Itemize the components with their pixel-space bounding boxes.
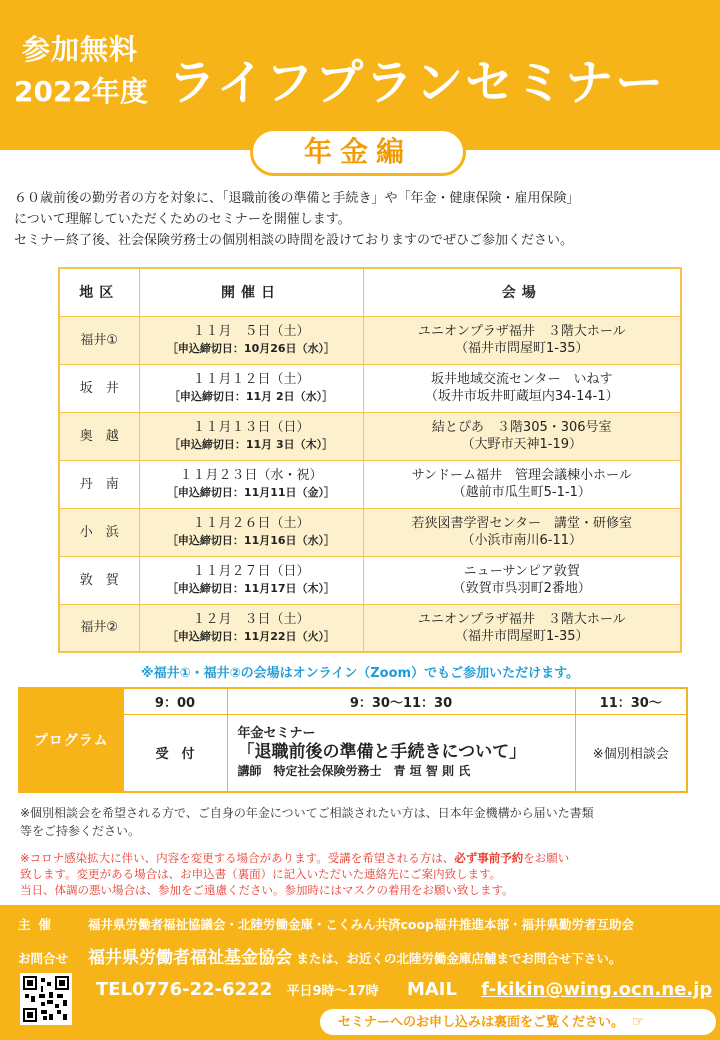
venue-header: 会場	[363, 268, 681, 316]
host-orgs: 福井県労働者福祉協議会・北陸労働金庫・こくみん共済coop福井推進本部・福井県勤労者互助会	[88, 917, 635, 932]
venue-address: （越前市瓜生町5-1-1）	[452, 485, 591, 500]
host-label: 主催	[18, 917, 60, 932]
date-cell: １１月１３日（日） ［申込締切日：11月 3日（木）］	[139, 412, 363, 460]
table-row	[59, 316, 681, 364]
table-row	[59, 460, 681, 508]
contact-info	[96, 979, 712, 1000]
date-header: 開催日	[139, 268, 363, 316]
free-label: 参加無料	[22, 33, 139, 66]
online-note: ※福井①・福井②の会場はオンライン（Zoom）でもご参加いただけます。	[140, 666, 580, 681]
time-cell: 9：30～11：30	[227, 688, 575, 714]
consult-cell: ※個別相談会	[575, 714, 687, 792]
date-cell: １２月 ３日（土） ［申込締切日：11月22日（火）］	[139, 604, 363, 652]
pointing-hand-icon: ☞	[632, 1014, 645, 1030]
venue-cell: サンドーム福井 管理会議棟小ホール （越前市瓜生町5-1-1）	[363, 460, 681, 508]
year-label: 2022年度	[14, 75, 148, 108]
table-row	[59, 556, 681, 604]
reservation-required: 必ず事前予約	[454, 851, 524, 865]
date-cell: １１月２６日（土） ［申込締切日：11月16日（水）］	[139, 508, 363, 556]
program-table	[18, 687, 688, 793]
contact-label: お問合せ	[18, 951, 69, 966]
mail-link[interactable]: f-kikin@wing.ocn.ne.jp	[481, 979, 713, 1000]
schedule-header-row	[59, 268, 681, 316]
intro-text	[14, 188, 710, 251]
host-row	[18, 915, 634, 933]
page-title: ライフプランセミナー	[168, 55, 666, 111]
deadline: ［申込締切日：10月26日（水）］	[166, 342, 336, 355]
area-cell: 坂 井	[59, 364, 139, 412]
intro-line: セミナー終了後、社会保険労務士の個別相談の時間を設けておりますのでぜひご参加ください。	[14, 233, 574, 248]
venue-cell: 若狭図書学習センター 講堂・研修室 （小浜市南川6-11）	[363, 508, 681, 556]
venue-cell: ユニオンプラザ福井 ３階大ホール （福井市問屋町1-35）	[363, 604, 681, 652]
intro-line: ６０歳前後の勤労者の方を対象に、「退職前後の準備と手続き」や「年金・健康保険・雇用保険」	[14, 191, 580, 206]
seminar-title: 「退職前後の準備と手続きについて」	[237, 742, 527, 763]
subtitle-badge: 年金編	[250, 128, 466, 176]
venue-cell: ユニオンプラザ福井 ３階大ホール （福井市問屋町1-35）	[363, 316, 681, 364]
qr-code-icon[interactable]	[20, 973, 72, 1025]
venue-cell: 坂井地域交流センター いねす （坂井市坂井町蔵垣内34-14-1）	[363, 364, 681, 412]
apply-note: セミナーへのお申し込みは裏面をご覧ください。 ☞	[320, 1009, 716, 1035]
table-row	[59, 508, 681, 556]
venue-address: （敦賀市呉羽町2番地）	[452, 581, 591, 596]
footer	[0, 905, 720, 1040]
area-cell: 奥 越	[59, 412, 139, 460]
date-cell: １１月２７日（日） ［申込締切日：11月17日（木）］	[139, 556, 363, 604]
area-cell: 福井①	[59, 316, 139, 364]
venue-address: （福井市問屋町1-35）	[454, 628, 589, 644]
program-label: プログラム	[19, 688, 123, 792]
program-time-row	[19, 688, 687, 714]
venue-cell: ニューサンピア敦賀 （敦賀市呉羽町2番地）	[363, 556, 681, 604]
area-cell: 小 浜	[59, 508, 139, 556]
seminar-cell	[227, 714, 575, 792]
seminar-name: 年金セミナー	[237, 726, 316, 742]
covid-note: ※コロナ感染拡大に伴い、内容を変更する場合があります。受講を希望される方は、必ず事前予約をお願い 致します。変更がある場合は、お申込書（裏面）に記入いただいた連絡先にご案内致します。 当日、体調の悪い場合は、参加をご遠慮ください。参加時にはマスクの着用をお願い致します。	[20, 851, 570, 897]
deadline: ［申込締切日：11月17日（木）］	[166, 582, 336, 595]
date-cell: １１月２３日（水・祝） ［申込締切日：11月11日（金）］	[139, 460, 363, 508]
date-cell: １１月 ５日（土） ［申込締切日：10月26日（水）］	[139, 316, 363, 364]
table-row	[59, 412, 681, 460]
mail-label: MAIL	[406, 979, 457, 1000]
area-cell: 福井②	[59, 604, 139, 652]
area-cell: 丹 南	[59, 460, 139, 508]
venue-address: （大野市天神1-19）	[461, 437, 582, 452]
contact-alt: または、お近くの北陸労働金庫店舗までお問合せ下さい。	[296, 951, 622, 966]
deadline: ［申込締切日：11月22日（火）］	[166, 629, 336, 643]
schedule-table	[58, 267, 682, 653]
time-cell: 9：00	[123, 688, 227, 714]
tel: TEL0776-22-6222	[96, 979, 273, 1000]
lecturer: 講師 特定社会保険労務士 青 垣 智 則 氏	[237, 764, 471, 779]
venue-address: （小浜市南川6-11）	[461, 533, 582, 548]
table-row	[59, 604, 681, 652]
deadline: ［申込締切日：11月16日（水）］	[166, 534, 336, 547]
date-cell: １１月１２日（土） ［申込締切日：11月 2日（水）］	[139, 364, 363, 412]
contact-org: 福井県労働者福祉基金協会	[88, 948, 292, 968]
table-row	[59, 364, 681, 412]
area-header: 地区	[59, 268, 139, 316]
deadline: ［申込締切日：11月 2日（水）］	[168, 390, 334, 403]
venue-address: （福井市問屋町1-35）	[454, 341, 589, 356]
deadline: ［申込締切日：11月 3日（木）］	[168, 438, 334, 451]
time-cell: 11：30～	[575, 688, 687, 714]
hours: 平日9時～17時	[286, 984, 379, 999]
consult-note: ※個別相談会を希望される方で、ご自身の年金についてご相談されたい方は、日本年金機構から届いた書類 等をご持参ください。	[20, 806, 594, 838]
intro-line: について理解していただくためのセミナーを開催します。	[14, 212, 351, 227]
venue-cell: 結とぴあ ３階305・306号室 （大野市天神1-19）	[363, 412, 681, 460]
contact-row	[18, 943, 621, 968]
deadline: ［申込締切日：11月11日（金）］	[166, 486, 336, 499]
reception-cell: 受 付	[123, 714, 227, 792]
venue-address: （坂井市坂井町蔵垣内34-14-1）	[424, 389, 619, 404]
area-cell: 敦 賀	[59, 556, 139, 604]
